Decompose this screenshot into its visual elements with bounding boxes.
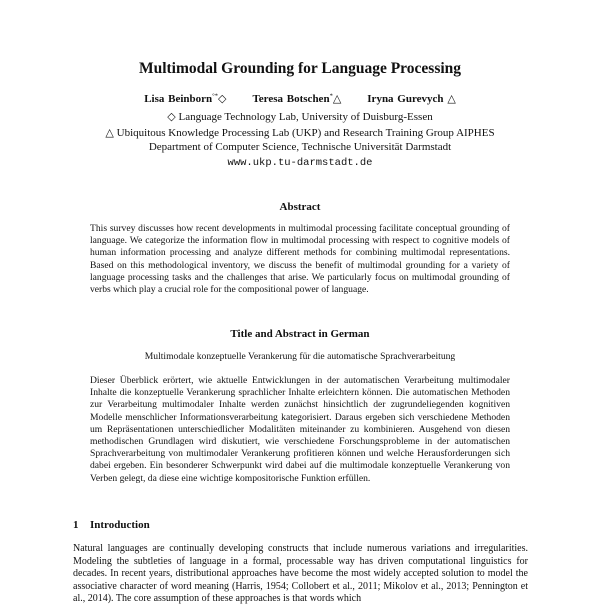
affiliation-line: △ Ubiquitous Knowledge Processing Lab (UKP) and Research Training Group AIPHES [105,127,495,139]
affiliation-symbol: △ [332,93,342,105]
section-title: Introduction [90,519,150,531]
paper-title: Multimodal Grounding for Language Processing [138,60,462,77]
german-abstract-text: Dieser Überblick erörtert, wie aktuelle Entwicklungen in der automatischen Verarbeitung multimodaler Inhalte die konzeptuelle Verankerung sprachlicher Inhalte erleichtern können. Die automatischen Methoden zur Verarbeitung multimodaler Inhalte werden zunächst hinsichtlich der zugrundeliegenden kognitiven Modelle menschlicher Informationsverarbeitung kategorisiert. Daraus ergeben sich verschiedene Methoden um Repräsentationen unterschiedlicher Modalitäten miteinander zu kombinieren. Ausgehend von diesen methodischen Grundlagen wird diskutiert, wie verschiedene Forschungsprobleme in der automatischen Sprachverarbeitung von multimodaler Verankerung profitieren können und welche Herausforderungen sich dabei ergeben. Ein besonderer Schwerpunkt wird dabei auf die multimodale konzeptuelle Verankerung von Verben gelegt, da diese eine wichtige kompositorische Funktion erfüllen. [90,375,510,484]
abstract-heading: Abstract [279,201,321,213]
german-heading: Title and Abstract in German [230,328,370,340]
author-name: Teresa Botschen [252,93,330,105]
german-title: Multimodale konzeptuelle Verankerung für die automatische Sprachverarbeitung [144,351,456,362]
lab-url: www.ukp.tu-darmstadt.de [227,157,373,169]
author-name: Iryna Gurevych [367,93,444,105]
section-number: 1 [73,519,79,531]
affiliation-line: Department of Computer Science, Technische Universität Darmstadt [148,141,452,153]
affiliation-symbol: ◇ [218,93,227,105]
author-name: Lisa Beinborn [144,93,213,105]
affiliation-line: ◇ Language Technology Lab, University of Duisburg-Essen [167,111,433,123]
author-list [0,92,600,105]
author-marks: °* [212,92,218,100]
introduction-text: Natural languages are continually developing constructs that include numerous variations and irregularities. Modeling the subtleties of language in a formal, processable way has driven computational linguistics for decades. In recent years, distributional approaches have become the most widely accepted solution to model the associative character of word meaning (Harris, 1954; Collobert et al., 2011; Mikolov et al., 2013; Pennington et al., 2014). The core assumption of these approaches is that words which [73,543,528,604]
affiliation-symbol: △ [447,93,456,105]
abstract-text: This survey discusses how recent developments in multimodal processing facilitate conceptual grounding of language. We categorize the information flow in multimodal processing with respect to cognitive models of human information processing and analyze different methods for combining multimodal representations. Based on this methodological inventory, we discuss the benefit of multimodal grounding for a variety of language processing tasks and the challenges that arise. We particularly focus on multimodal grounding of verbs which play a crucial role for the compositional power of language. [90,223,510,296]
introduction-heading [73,519,150,531]
author-marks: * [329,92,333,100]
